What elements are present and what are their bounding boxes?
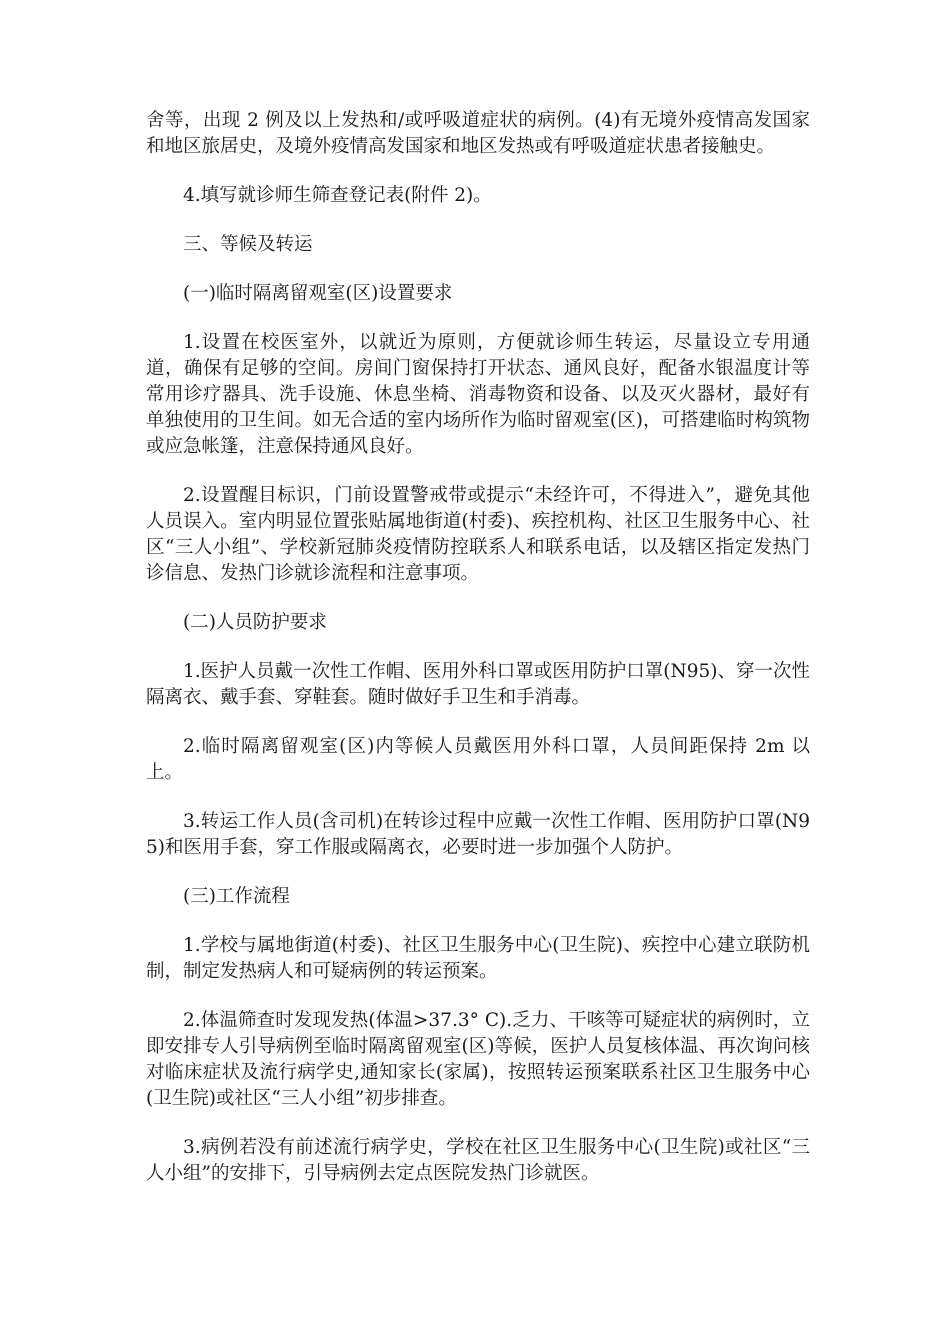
subsection-heading-3: (三)工作流程	[183, 886, 290, 907]
section-heading-3: 三、等候及转运	[183, 234, 313, 255]
paragraph-item-4: 4.填写就诊师生筛查登记表(附件 2)。	[183, 185, 492, 206]
paragraph-2-3: 3.转运工作人员(含司机)在转诊过程中应戴一次性工作帽、医用防护口罩(N95)和医用手套，穿工作服或隔离衣，必要时进一步加强个人防护。	[146, 811, 810, 858]
paragraph-3-2: 2.体温筛查时发现发热(体温>37.3° C).乏力、干咳等可疑症状的病例时，立即安排专人引导病例至临时隔离留观室(区)等候，医护人员复核体温、再次询问核对临床症状及流行病学史,通知家长(家属)，按照转运预案联系社区卫生服务中心(卫生院)或社区“三人小组”初步排查。	[146, 1010, 810, 1109]
subsection-heading-2: (二)人员防护要求	[183, 612, 327, 633]
paragraph-3-3: 3.病例若没有前述流行病学史，学校在社区卫生服务中心(卫生院)或社区“三人小组”的安排下，引导病例去定点医院发热门诊就医。	[146, 1137, 810, 1184]
paragraph-2-2: 2.临时隔离留观室(区)内等候人员戴医用外科口罩，人员间距保持 2m 以上。	[146, 736, 810, 783]
paragraph-continuation: 舍等，出现 2 例及以上发热和/或呼吸道症状的病例。(4)有无境外疫情高发国家和地区旅居史，及境外疫情高发国家和地区发热或有呼吸道症状患者接触史。	[146, 110, 810, 157]
subsection-heading-1: (一)临时隔离留观室(区)设置要求	[183, 283, 453, 304]
paragraph-3-1: 1.学校与属地街道(村委)、社区卫生服务中心(卫生院)、疾控中心建立联防机制，制定发热病人和可疑病例的转运预案。	[146, 935, 810, 982]
paragraph-1-2: 2.设置醒目标识，门前设置警戒带或提示“未经许可，不得进入”，避免其他人员误入。室内明显位置张贴属地街道(村委)、疾控机构、社区卫生服务中心、社区“三人小组”、学校新冠肺炎疫情防控联系人和联系电话，以及辖区指定发热门诊信息、发热门诊就诊流程和注意事项。	[146, 485, 810, 584]
document-page	[146, 108, 810, 1210]
paragraph-1-1: 1.设置在校医室外，以就近为原则，方便就诊师生转运，尽量设立专用通道，确保有足够的空间。房间门窗保持打开状态、通风良好，配备水银温度计等常用诊疗器具、洗手设施、休息坐椅、消毒物资和设备、以及灭火器材，最好有单独使用的卫生间。如无合适的室内场所作为临时留观室(区)，可搭建临时构筑物或应急帐篷，注意保持通风良好。	[146, 332, 810, 457]
paragraph-2-1: 1.医护人员戴一次性工作帽、医用外科口罩或医用防护口罩(N95)、穿一次性隔离衣、戴手套、穿鞋套。随时做好手卫生和手消毒。	[146, 661, 810, 708]
